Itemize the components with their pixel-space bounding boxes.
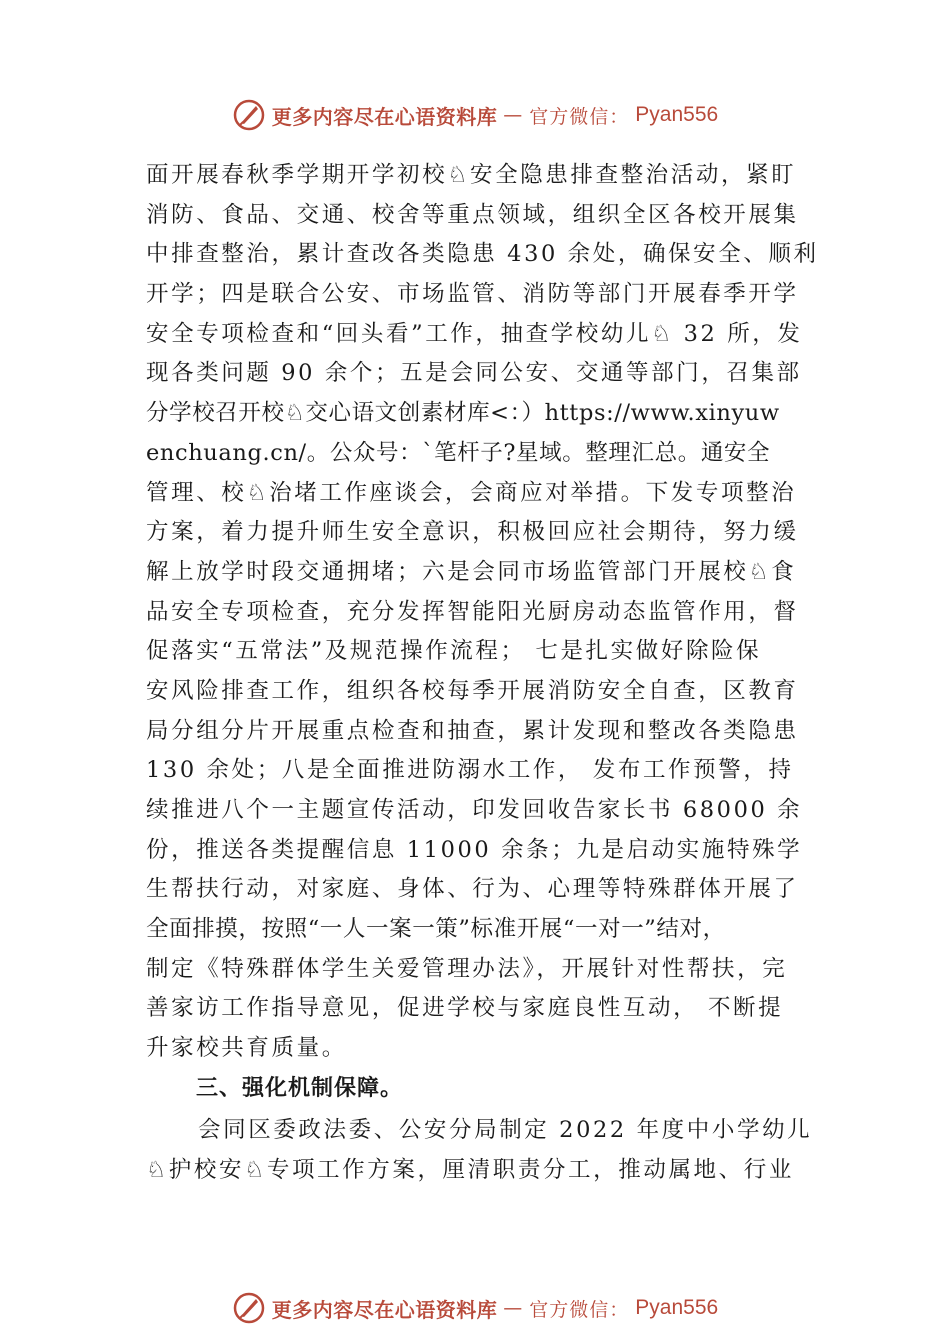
quill-seal-icon: [232, 1291, 266, 1325]
header-site-name: 更多内容尽在心语资料库: [271, 104, 498, 129]
text-line: 方案，着力提升师生安全意识，积极回应社会期待，努力缓: [146, 519, 799, 546]
text-line: 全面排摸，按照“一人一案一策”标准开展“一对一”结对，: [146, 916, 726, 943]
paragraph-1: [146, 156, 826, 1069]
text-line: 生帮扶行动，对家庭、身体、行为、心理等特殊群体开展了: [146, 876, 799, 903]
text-line: 管理、校♘治堵工作座谈会，会商应对举措。下发专项整治: [146, 479, 797, 506]
text-line: 开学；四是联合公安、市场监管、消防等部门开展春季开学: [146, 281, 799, 308]
text-line: 续推进八个一主题宣传活动，印发回收告家长书 68000 余: [146, 797, 803, 823]
quill-seal-icon: [232, 98, 266, 132]
header-banner: [0, 95, 950, 135]
text-line: enchuang.cn/。公众号：`笔杆子?星域。整理汇总。通安全: [146, 439, 771, 466]
text-line: 中排查整治，累计查改各类隐患 430 余处，确保安全、顺利: [146, 241, 819, 268]
text-line: 现各类问题 90 余个；五是会同公安、交通等部门，召集部: [146, 360, 802, 387]
text-line: 面开展春秋季学期开学初校♘安全隐患排查整治活动，紧盯: [146, 162, 797, 188]
footer-wechat-id: Pyan556: [635, 1296, 719, 1319]
footer-site-name: 更多内容尽在心语资料库: [271, 1297, 498, 1322]
footer-wechat-label: 官方微信：: [529, 1298, 630, 1321]
footer-banner: [0, 1288, 950, 1328]
text-line: 促落实“五常法”及规范操作流程； 七是扎实做好除险保: [146, 638, 762, 665]
paragraph-2: [146, 1111, 826, 1190]
header-wechat-id: Pyan556: [635, 103, 719, 126]
text-line: 安风险排查工作，组织各校每季开展消防安全自查，区教育: [146, 677, 799, 704]
header-separator: —: [503, 104, 524, 126]
text-line: ♘护校安♘专项工作方案，厘清职责分工，推动属地、行业: [146, 1156, 794, 1183]
text-line: 消防、食品、交通、校舍等重点领域，组织全区各校开展集: [146, 201, 799, 228]
text-line: 会同区委政法委、公安分局制定 2022 年度中小学幼儿: [198, 1116, 813, 1143]
text-line: 制定《特殊群体学生关爱管理办法》，开展针对性帮扶，完: [146, 955, 788, 982]
document-body: [146, 156, 826, 1190]
text-line: 局分组分片开展重点检查和抽查，累计发现和整改各类隐患: [146, 717, 799, 744]
text-line: 130 余处；八是全面推进防溺水工作， 发布工作预警，持: [146, 757, 794, 784]
text-line: 份，推送各类提醒信息 11000 余条；九是启动实施特殊学: [146, 836, 803, 863]
text-line: 品安全专项检查，充分发挥智能阳光厨房动态监管作用，督: [146, 598, 799, 625]
text-line: 分学校召开校♘交心语文创素材库<：）https://www.xinyuw: [146, 400, 780, 427]
section-heading: 三、强化机制保障。: [196, 1075, 404, 1101]
text-line: 善家访工作指导意见，促进学校与家庭良性互动， 不断提: [146, 995, 784, 1022]
footer-separator: —: [503, 1297, 524, 1319]
text-line: 升家校共育质量。: [146, 1035, 347, 1062]
text-line: 解上放学时段交通拥堵；六是会同市场监管部门开展校♘食: [146, 558, 797, 585]
text-line: 安全专项检查和“回头看”工作，抽查学校幼儿♘ 32 所，发: [146, 320, 803, 347]
header-wechat-label: 官方微信：: [529, 105, 630, 128]
